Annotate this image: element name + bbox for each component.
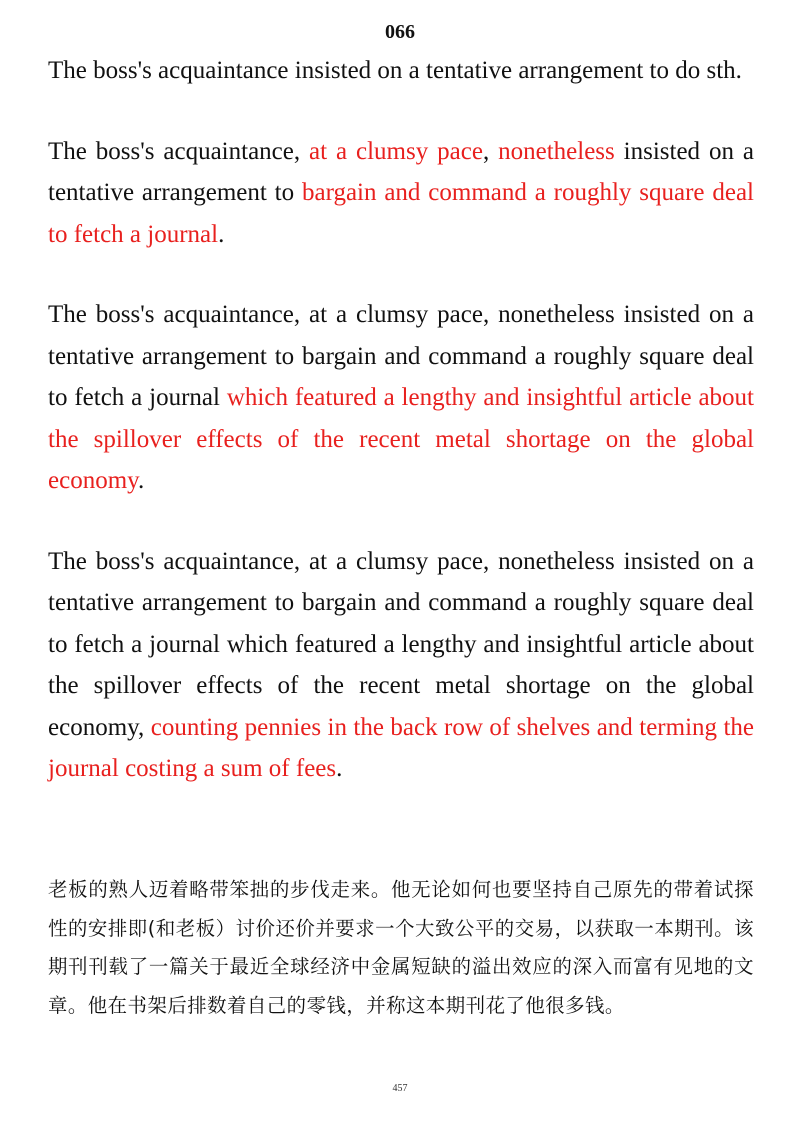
chinese-translation: 老板的熟人迈着略带笨拙的步伐走来。他无论如何也要坚持自己原先的带着试探性的安排即(和老板）讨价还价并要求一个大致公平的交易，以获取一本期刊。该期刊刊载了一篇关于最近全球经济中金属短缺的溢出效应的深入而富有见地的文章。他在书架后排数着自己的零钱，并称这本期刊花了他很多钱。: [48, 878, 754, 1017]
highlighted-phrase: which featured a lengthy and insightful article about the spillover effects of the recent metal shortage on the global economy: [48, 384, 754, 494]
highlighted-phrase: at a clumsy pace: [309, 137, 483, 165]
footer-page-number: 457: [392, 1083, 408, 1094]
highlighted-phrase: counting pennies in the back row of shelves and terming the journal costing a sum of fees: [48, 713, 755, 782]
text-segment: .: [138, 467, 145, 494]
paragraph-2: [48, 131, 754, 256]
paragraph-1: [48, 50, 754, 92]
text-segment: The boss's acquaintance,: [48, 137, 310, 165]
header-page-number: 066: [385, 21, 415, 43]
text-segment: .: [218, 220, 225, 248]
content-area: [48, 50, 755, 1017]
highlighted-phrase: bargain and command a roughly square deal to fetch a journal: [48, 179, 754, 248]
text-segment: .: [336, 755, 343, 782]
text-segment: The boss's acquaintance, at a clumsy pace, nonetheless insisted on a tentative arrangement to bargain and command a roughly square deal to fetch a journal: [48, 301, 754, 411]
text-segment: ,: [482, 137, 499, 165]
highlighted-phrase: nonetheless: [498, 137, 615, 165]
text-segment: insisted on a tentative arrangement to: [48, 137, 754, 206]
paragraph-3: [48, 294, 754, 502]
text-segment: The boss's acquaintance, at a clumsy pace, nonetheless insisted on a tentative arrangement to bargain and command a roughly square deal to fetch a journal which featured a lengthy and insightful article about the spillover effects of the recent metal shortage on the global economy,: [48, 547, 754, 741]
paragraph-4: [48, 541, 754, 790]
text-segment: The boss's acquaintance insisted on a tentative arrangement to do sth.: [48, 57, 742, 84]
